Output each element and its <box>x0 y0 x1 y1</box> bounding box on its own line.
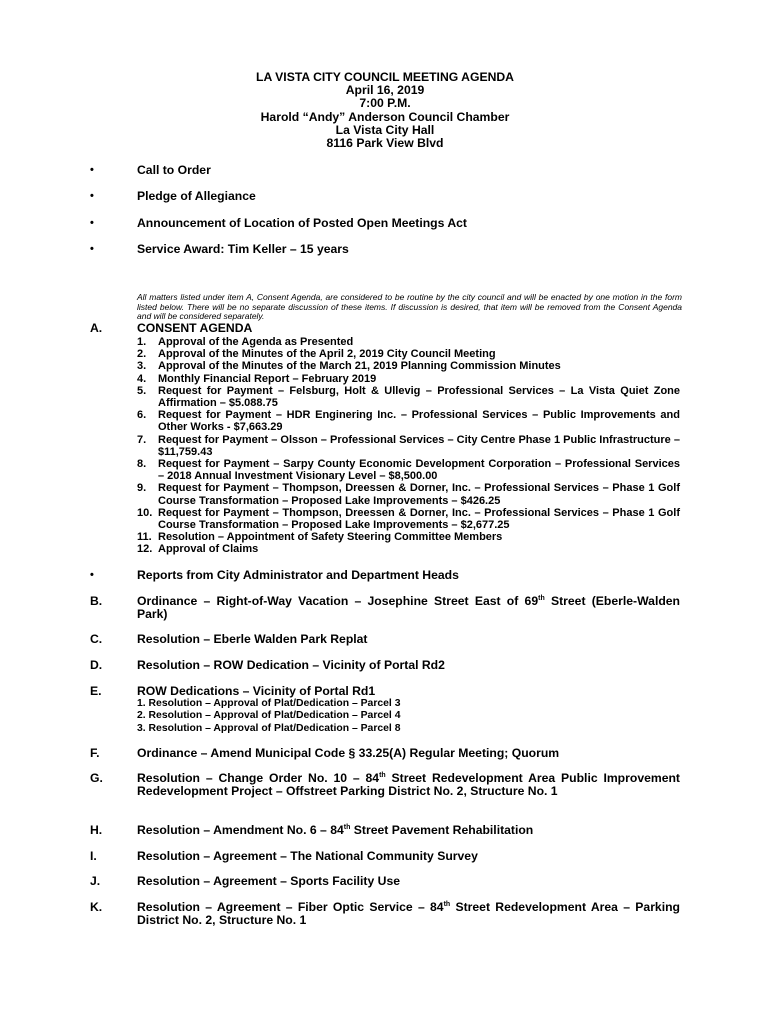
item-marker: I. <box>90 849 97 863</box>
list-item: 2. Resolution – Approval of Plat/Dedication – Parcel 4 <box>137 710 401 722</box>
list-item: 7. Request for Payment – Olsson – Professional Services – City Centre Phase 1 Public Infrastructure – $11,759.43 <box>137 433 680 458</box>
agenda-item-text: Resolution – Agreement – Sports Facility Use <box>137 874 401 888</box>
consent-agenda-title: CONSENT AGENDA <box>137 321 253 335</box>
list-item: 12. Approval of Claims <box>137 543 259 556</box>
agenda-item-text: Pledge of Allegiance <box>137 189 256 203</box>
list-item: 5. Request for Payment – Felsburg, Holt & Ullevig – Professional Services – La Vista Quiet Zone Affirmation – $5.088.75 <box>137 384 680 410</box>
list-item: 1. Resolution – Approval of Plat/Dedication – Parcel 3 <box>137 698 401 710</box>
agenda-item-text: Reports from City Administrator and Department Heads <box>137 568 459 582</box>
agenda-item-text: Resolution – Amendment No. 6 – 84th Street Pavement Rehabilitation <box>137 823 534 837</box>
meeting-address: 8116 Park View Blvd <box>326 136 444 151</box>
bullet-icon: • <box>90 217 94 229</box>
agenda-item-text: Resolution – Agreement – Fiber Optic Service – 84th Street Redevelopment Area – Parking District No. 2, Structure No. 1 <box>137 900 680 928</box>
list-item: 8. Request for Payment – Sarpy County Economic Development Corporation – Professional Services – 2018 Annual Investment Visionary Level – $8,500.00 <box>137 458 680 483</box>
item-marker: G. <box>90 771 103 785</box>
item-marker: C. <box>90 632 103 646</box>
agenda-item-text: Announcement of Location of Posted Open Meetings Act <box>137 216 467 230</box>
item-marker: J. <box>90 874 101 888</box>
list-item: 3. Approval of the Minutes of the March 21, 2019 Planning Commission Minutes <box>137 360 561 373</box>
list-item: 11. Resolution – Appointment of Safety Steering Committee Members <box>137 531 503 544</box>
meeting-date: April 16, 2019 <box>345 83 425 98</box>
list-item: 2. Approval of the Minutes of the April 2, 2019 City Council Meeting <box>137 348 496 361</box>
agenda-item-text: Resolution – Eberle Walden Park Replat <box>137 632 368 646</box>
agenda-item-text: ROW Dedications – Vicinity of Portal Rd1 <box>137 684 376 698</box>
bullet-icon: • <box>90 164 94 176</box>
item-marker: F. <box>90 746 100 760</box>
item-marker: K. <box>90 900 103 914</box>
list-item: 10. Request for Payment – Thompson, Dreessen & Dorner, Inc. – Professional Services – Phase 1 Golf Course Transformation – Proposed Lake Improvements – $2,677.25 <box>137 506 680 532</box>
agenda-item-text: Ordinance – Right-of-Way Vacation – Josephine Street East of 69th Street (Eberle-Walden Park) <box>137 594 681 622</box>
agenda-title: LA VISTA CITY COUNCIL MEETING AGENDA <box>256 70 514 84</box>
bullet-icon: • <box>90 243 94 255</box>
consent-agenda-intro: All matters listed under item A, Consent Agenda, are considered to be routine by the city council and will be enacted by one motion in the form listed below. There will be no separate discussion of these items. If discussion is desired, that item will be removed from the Consent Agenda and will be considered separately. <box>137 292 682 322</box>
agenda-item-text: Resolution – Change Order No. 10 – 84th Street Redevelopment Area Public Improvement Redevelopment Project – Offstreet Parking District No. 2, Structure No. 1 <box>137 771 680 799</box>
list-item: 9. Request for Payment – Thompson, Dreessen & Dorner, Inc. – Professional Services – Phase 1 Golf Course Transformation – Proposed Lake Improvements – $426.25 <box>137 482 680 507</box>
agenda-item-text: Service Award: Tim Keller – 15 years <box>137 242 349 256</box>
item-marker: E. <box>90 684 102 698</box>
agenda-item-text: Call to Order <box>137 163 211 177</box>
list-item: 1. Approval of the Agenda as Presented <box>137 336 354 348</box>
agenda-item-text: Ordinance – Amend Municipal Code § 33.25(A) Regular Meeting; Quorum <box>137 746 560 760</box>
meeting-room: Harold “Andy” Anderson Council Chamber <box>260 109 510 124</box>
list-item: 4. Monthly Financial Report – February 2019 <box>137 372 377 385</box>
meeting-time: 7:00 P.M. <box>359 96 411 111</box>
consent-agenda-list <box>137 336 680 556</box>
row-dedication-list <box>137 698 680 735</box>
item-marker: H. <box>90 823 103 837</box>
bullet-icon: • <box>90 569 94 581</box>
meeting-building: La Vista City Hall <box>335 122 435 137</box>
list-item: 3. Resolution – Approval of Plat/Dedication – Parcel 8 <box>137 722 401 734</box>
agenda-item-text: Resolution – ROW Dedication – Vicinity of Portal Rd2 <box>137 658 445 672</box>
item-marker: B. <box>90 594 103 608</box>
agenda-item-text: Resolution – Agreement – The National Community Survey <box>137 849 478 863</box>
agenda-item-content <box>137 685 680 735</box>
bullet-icon: • <box>90 190 94 202</box>
item-marker: A. <box>90 321 103 335</box>
item-marker: D. <box>90 658 103 672</box>
agenda-header <box>0 71 770 150</box>
list-item: 6. Request for Payment – HDR Enginering Inc. – Professional Services – Public Improvements and Other Works - $7,663.29 <box>137 409 680 434</box>
